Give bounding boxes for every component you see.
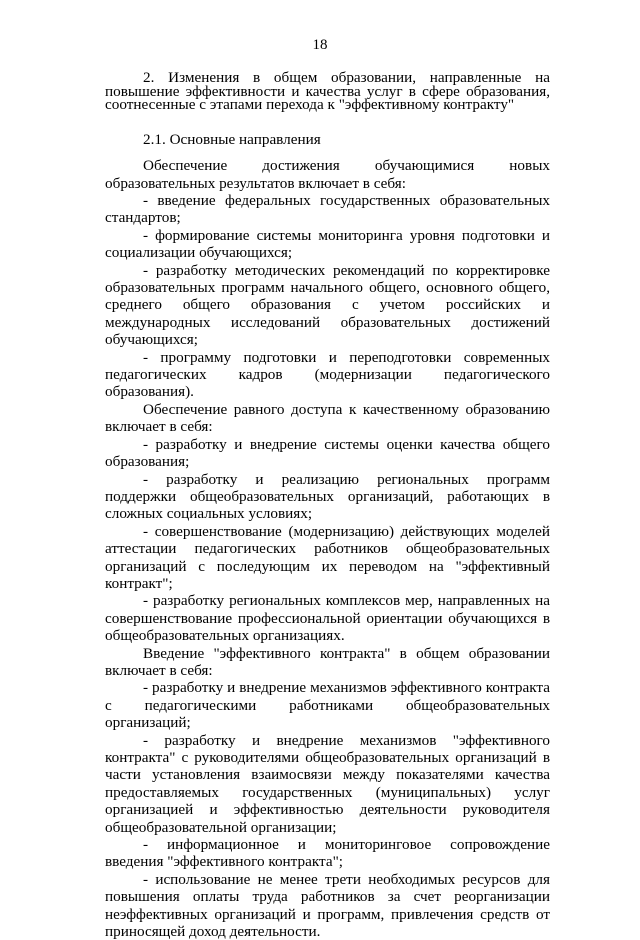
list-item: - разработку и внедрение системы оценки качества общего образования; <box>105 435 550 471</box>
list-item: - информационное и мониторинговое сопровождение введения "эффективного контракта"; <box>105 836 550 871</box>
list-item: - разработку методических рекомендаций по корректировке образовательных программ начального общего, основного общего, среднего общего образования с учетом российских и международных исследований образовательных достижений обучающихся; <box>105 261 550 349</box>
list-item: - разработку и внедрение механизмов "эффективного контракта" с руководителями общеобразовательных организаций в части установления взаимосвязи между показателями качества предоставляемых государственных (муниципальных) услуг организацией и эффективностью деятельности руководителя общеобразовательной организации; <box>105 731 550 836</box>
subsection-heading: 2.1. Основные направления <box>143 130 321 148</box>
list-item: - программу подготовки и переподготовки современных педагогических кадров (модернизации педагогического образования). <box>105 348 550 401</box>
list-item: - разработку региональных комплексов мер, направленных на совершенствование профессиональной ориентации обучающихся в общеобразовательных организациях. <box>105 592 550 645</box>
list-item: - разработку и внедрение механизмов эффективного контракта с педагогическими работниками общеобразовательных организаций; <box>105 679 550 732</box>
document-body <box>105 71 550 940</box>
list-item: - совершенствование (модернизацию) действующих моделей аттестации педагогических работников общеобразовательных организаций с последующим их переводом на "эффективный контракт"; <box>105 522 550 592</box>
paragraph: Обеспечение равного доступа к качественному образованию включает в себя: <box>105 400 550 436</box>
list-item: - формирование системы мониторинга уровня подготовки и социализации обучающихся; <box>105 226 550 262</box>
section-heading: 2. Изменения в общем образовании, направленные на повышение эффективности и качества услуг в сфере образования, соотнесенные с этапами перехода к "эффективному контракту" <box>105 69 550 114</box>
paragraph: Обеспечение достижения обучающимися новых образовательных результатов включает в себя: <box>105 157 550 192</box>
page-number: 18 <box>312 37 328 53</box>
list-item: - разработку и реализацию региональных программ поддержки общеобразовательных организаций, работающих в сложных социальных условиях; <box>105 470 550 523</box>
list-item: - использование не менее трети необходимых ресурсов для повышения оплаты труда работников за счет реорганизации неэффективных организаций и программ, привлечения средств от приносящей доход деятельности. <box>105 870 550 940</box>
list-item: - введение федеральных государственных образовательных стандартов; <box>105 192 550 227</box>
paragraph: Введение "эффективного контракта" в общем образовании включает в себя: <box>105 644 550 679</box>
